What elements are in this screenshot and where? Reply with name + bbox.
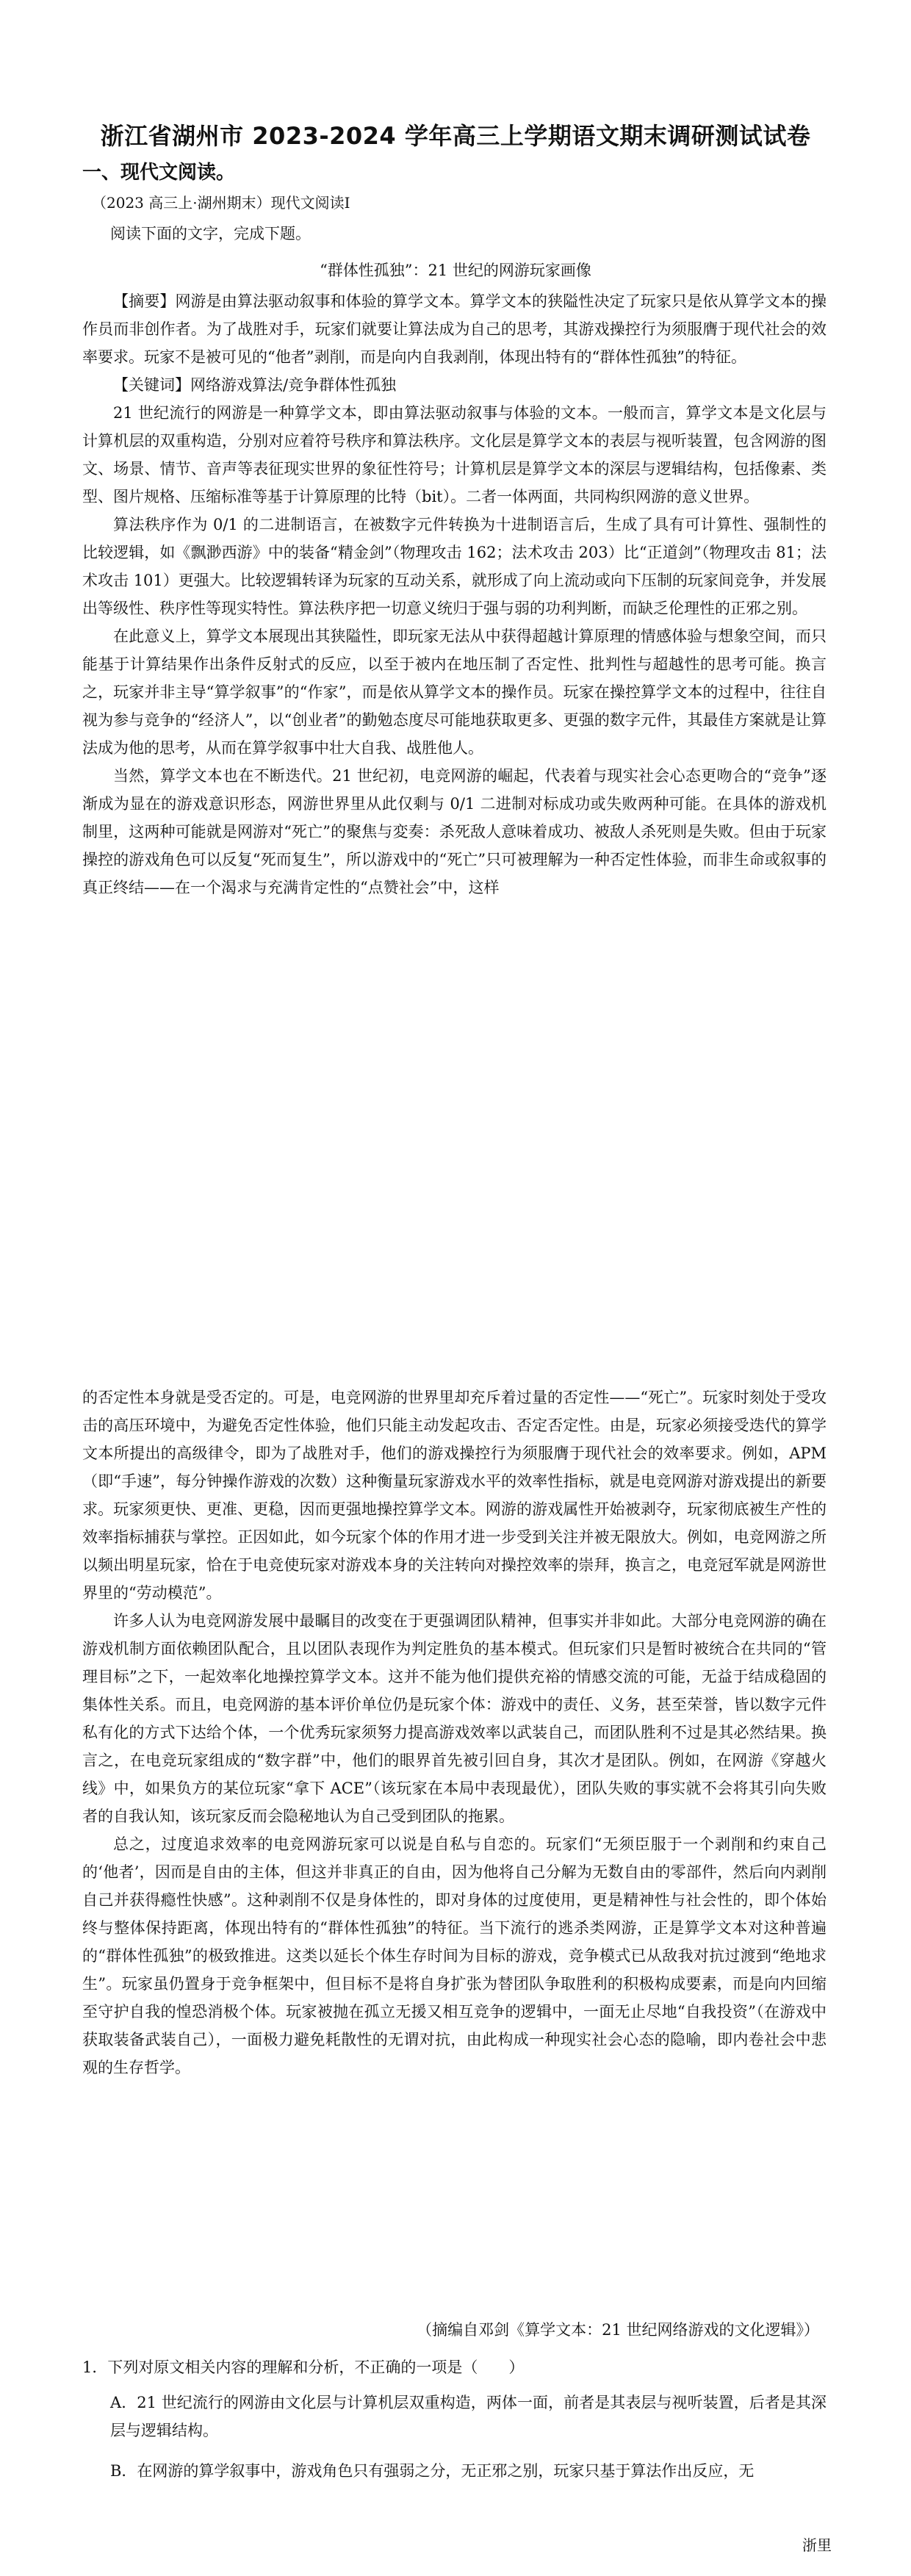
continued-paragraph: 的否定性本身就是受否定的。可是，电竞网游的世界里却充斥着过量的否定性——“死亡”。玩家时刻处于受攻击的高压环境中，为避免否定性体验，他们只能主动发起攻击、否定否定性。由是，玩家必须接受迭代的算学文本所提出的高级律令，即为了战胜对手，他们的游戏操控行为须服膺于现代社会的效率要求。例如，APM（即“手速”，每分钟操作游戏的次数）这种衡量玩家游戏水平的效率性指标，就是电竞网游对游戏提出的新要求。玩家须更快、更准、更稳，因而更强地操控算学文本。网游的游戏属性开始被剥夺，玩家彻底被生产性的效率指标捕获与掌控。正因如此，如今玩家个体的作用才进一步受到关注并被无限放大。例如，电竞网游之所以频出明星玩家，恰在于电竞使玩家对游戏本身的关注转向对操控效率的崇拜，换言之，电竞冠军就是网游世界里的“劳动模范”。 [82,1389,827,1602]
article-body-part2 [82,1384,827,2082]
question-1-stem: 1．下列对原文相关内容的理解和分析，不正确的一项是（ ） [82,2359,525,2376]
article-body-part1 [82,287,827,902]
keywords-paragraph: 【关键词】网络游戏算法/竞争群体性孤独 [113,376,397,394]
abstract-paragraph: 【摘要】网游是由算法驱动叙事和体验的算学文本。算学文本的狭隘性决定了玩家只是依从算学文本的操作员而非创作者。为了战胜对手，玩家们就要让算法成为自己的思考，其游戏操控行为须服膺于现代社会的效率要求。玩家不是被可见的“他者”剥削，而是向内自我剥削，体现出特有的“群体性孤独”的特征。 [82,292,827,366]
page-footer: 浙里 [802,2536,832,2554]
article-attribution: （摘编自邓剑《算学文本：21 世纪网络游戏的文化逻辑》） [417,2321,819,2339]
body-paragraph: 许多人认为电竞网游发展中最瞩目的改变在于更强调团队精神，但事实并非如此。大部分电竞网游的确在游戏机制方面依赖团队配合，且以团队表现作为判定胜负的基本模式。但玩家们只是暂时被统合在共同的“管理目标”之下，一起效率化地操控算学文本。这并不能为他们提供充裕的情感交流的可能，无益于结成稳固的集体性关系。而且，电竞网游的基本评价单位仍是玩家个体：游戏中的责任、义务，甚至荣誉，皆以数字元件私有化的方式下达给个体，一个优秀玩家须努力提高游戏效率以武装自己，而团队胜利不过是其必然结果。换言之，在电竞玩家组成的“数字群”中，他们的眼界首先被引回自身，其次才是团队。例如，在网游《穿越火线》中，如果负方的某位玩家“拿下 ACE”（该玩家在本局中表现最优），团队失败的事实就不会将其引向失败者的自我认知，该玩家反而会隐秘地认为自己受到团队的拖累。 [82,1612,827,1825]
body-paragraph: 总之，过度追求效率的电竞网游玩家可以说是自私与自恋的。玩家们“无须臣服于一个剥削和约束自己的‘他者’，因而是自由的主体，但这并非真正的自由，因为他将自己分解为无数自由的零部件，然后向内剥削自己并获得瘾性快感”。这种剥削不仅是身体性的，即对身体的过度使用，更是精神性与社会性的，即个体始终与整体保持距离，体现出特有的“群体性孤独”的特征。当下流行的逃杀类网游，正是算学文本对这种普遍的“群体性孤独”的极致推进。这类以延长个体生存时间为目标的游戏，竞争模式已从敌我对抗过渡到“绝地求生”。玩家虽仍置身于竞争框架中，但目标不是将自身扩张为替团队争取胜利的积极构成要素，而是向内回缩至守护自我的惶恐消极个体。玩家被抛在孤立无援又相互竞争的逻辑中，一面无止尽地“自我投资”（在游戏中获取装备武装自己），一面极力避免耗散性的无谓对抗，由此构成一种现实社会心态的隐喻，即内卷社会中悲观的生存哲学。 [82,1835,827,2076]
reading-instruction: 阅读下面的文字，完成下题。 [110,225,311,242]
body-paragraph: 21 世纪流行的网游是一种算学文本，即由算法驱动叙事与体验的文本。一般而言，算学文本是文化层与计算机层的双重构造，分别对应着符号秩序和算法秩序。文化层是算学文本的表层与视听装置，包含网游的图文、场景、情节、音声等表征现实世界的象征性符号；计算机层是算学文本的深层与逻辑结构，包括像素、类型、图片规格、压缩标准等基于计算原理的比特（bit）。二者一体两面，共同构织网游的意义世界。 [82,404,827,506]
option-b[interactable]: B．在网游的算学叙事中，游戏角色只有强弱之分，无正邪之别，玩家只基于算法作出反应，无 [110,2462,755,2480]
body-paragraph: 当然，算学文本也在不断迭代。21 世纪初，电竞网游的崛起，代表着与现实社会心态更吻合的“竞争”逐渐成为显在的游戏意识形态，网游世界里从此仅剩与 0/1 二进制对标成功或失败两种可能。在具体的游戏机制里，这两种可能就是网游对“死亡”的聚焦与変奏：杀死敌人意味着成功、被敌人杀死则是失败。但由于玩家操控的游戏角色可以反复“死而复生”，所以游戏中的“死亡”只可被理解为一种否定性体验，而非生命或叙事的真正终结——在一个渴求与充满肯定性的“点赞社会”中，这样 [82,767,827,896]
article-title: “群体性孤独”：21 世纪的网游玩家画像 [320,262,591,279]
exam-title: 浙江省湖州市 2023-2024 学年高三上学期语文期末调研测试试卷 [100,122,811,150]
question-source: （2023 高三上·湖州期末）现代文阅读Ⅰ [92,194,350,212]
section-heading: 一、现代文阅读。 [82,162,236,184]
body-paragraph: 算法秩序作为 0/1 的二进制语言，在被数字元件转换为十进制语言后，生成了具有可计算性、强制性的比较逻辑，如《飘渺西游》中的装备“精金剑”（物理攻击 162；法术攻击 203）比“正道剑”（物理攻击 81；法术攻击 101）更强大。比较逻辑转译为玩家的互动关系，就形成了向上流动或向下压制的玩家间竞争，并发展出等级性、秩序性等现实特性。算法秩序把一切意义统归于强与弱的功利判断，而缺乏伦理性的正邪之别。 [82,516,827,617]
body-paragraph: 在此意义上，算学文本展现出其狭隘性，即玩家无法从中获得超越计算原理的情感体验与想象空间，而只能基于计算结果作出条件反射式的反应，以至于被内在地压制了否定性、批判性与超越性的思考可能。换言之，玩家并非主导“算学叙事”的“作家”，而是依从算学文本的操作员。玩家在操控算学文本的过程中，往往自视为参与竞争的“经济人”，以“创业者”的勤勉态度尽可能地获取更多、更强的数字元件，其最佳方案就是让算法成为他的思考，从而在算学叙事中壮大自我、战胜他人。 [82,627,827,757]
option-a[interactable]: A．21 世纪流行的网游由文化层与计算机层双重构造，两体一面，前者是其表层与视听装置，后者是其深层与逻辑结构。 [110,2394,827,2439]
